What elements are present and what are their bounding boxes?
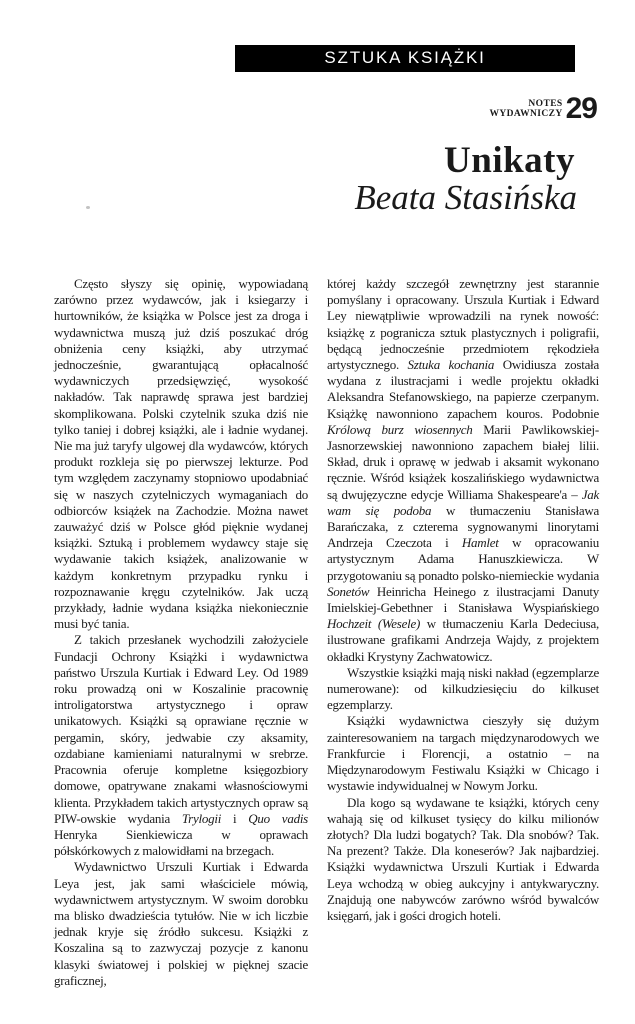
article-column-left [54, 276, 308, 989]
text-segment: Z takich przesłanek wychodzili założyciele Fundacji Ochrony Książki i wydawnictwa państwo Urszula Kurtiak i Edward Ley. Od 1989 roku prowadzą oni w Koszalinie pracownię introligatorstwa artystycznego i opraw unikatowych. Książki są oprawiane ręcznie w pergamin, skóry, jedwabie czy aksamity, ozdabiane kamieniami naturalnymi w srebrze. Pracownia oferuje kompletne księgozbiory domowe, opatrywane znakami własnościowymi klienta. Przykładem takich artystycznych opraw są PIW-owskie wydania [54, 632, 308, 826]
paragraph [327, 276, 599, 665]
issue-number: 29 [565, 92, 597, 125]
article-author: Beata Stasińska [354, 178, 577, 217]
masthead-line2: WYDAWNICZY [489, 109, 563, 119]
article-body [54, 276, 599, 989]
masthead-name [489, 99, 562, 122]
text-segment: Książki wydawnictwa cieszyły się dużym zainteresowaniem na targach międzynarodowych we Frankfurcie i Florencji, a ostatnio – na Międzynarodowym Festiwalu Książki w Chicago i wystawie indywidualnej w Nowym Jorku. [327, 713, 599, 794]
text-segment: Wydawnictwo Urszuli Kurtiak i Edwarda Leya jest, jak sami właściciele mówią, wydawnictwem artystycznym. W swoim dorobku ma blisko dwadzieścia tytułów. Nie w ich liczbie jednak kryje się źródło sukcesu. Książki z Koszalina są to zazwyczaj pozycje z kanonu klasyki światowej i polskiej w pięknej szacie graficznej, [54, 859, 308, 988]
text-segment: w tłumaczeniu Stanisława Barańczaka, z czterema sygnowanymi linorytami Andrzeja Czeczota i [327, 502, 600, 551]
text-segment: Henryka Sienkiewicza w oprawach półskórkowych z malowidłami na brzegach. [54, 826, 308, 859]
text-segment: w opracowaniu artystycznym Adama Hanuszkiewicza. W przygotowaniu są ponadto polsko-niemieckie wydania [327, 535, 600, 583]
text-segment: Marii Pawlikowskiej-Jasnorzewskiej nawonniono zapachem białej lilii. Skład, druk i oprawę w jedwab i aksamit wykonano ręcznie. Wśród książek koszalińskiego wydawnictwa są dwujęzyczne edycje Williama Shakespeare'a – [327, 421, 599, 502]
text-segment: w tłumaczeniu Karla Dedeciusa, ilustrowane grafikami Andrzeja Wajdy, z projektem okładki Krystyny Zachwatowicz. [327, 616, 599, 664]
text-segment: Heinricha Heinego z ilustracjami Danuty Imielskiej-Gebethner i Stanisława Wyspiańskiego [327, 583, 599, 616]
article-column-right [327, 276, 599, 989]
italic-text-segment: Hamlet [461, 535, 499, 551]
italic-text-segment: Sztuka kochania [407, 357, 495, 373]
paragraph [327, 713, 599, 794]
text-segment: Wszystkie książki mają niski nakład (egzemplarze numerowane): od kilkudziesięciu do kilkuset egzemplarzy. [327, 664, 599, 713]
paragraph [327, 795, 599, 925]
paragraph [54, 859, 308, 989]
paragraph [54, 632, 308, 859]
text-segment: Często słyszy się opinię, wypowiadaną zarówno przez wydawców, jak i ksiegarzy i hurtowników, że książka w Polsce jest za droga i wydawnictwa muszą już dziś poszukać dróg obniżenia ceny książki, aby utrzymać jednocześnie, gwarantującą opłacalność wydawniczych przedsięwzięć, wysokość nakładów. Tak naprawdę sprawa jest bardziej skomplikowana. Polski czytelnik szuka dziś nie tylko taniej i dobrej książki, ale i ładnie wydanej. Nie ma już taryfy ulgowej dla wydawców, których produkt rozkleja się po pierwszej lekturze. Pod tym względem zaczynamy stopniowo upodabniać się w naszych czytelniczych wymaganiach do odbiorców książek na Zachodzie. Można nawet zauważyć dziś w Polsce głód pięknie wydanej książki. Sztuką i problemem wydawcy staje się wydawanie takich książek, analizowanie w każdym konkretnym przypadku rynku i rozpoznawanie kręgu czytelników. Jak uczą przykłady, ładnie wydana książka niekoniecznie musi być tania. [54, 276, 308, 632]
italic-text-segment: Królową burz wiosennych [327, 421, 473, 437]
italic-text-segment: Quo vadis [248, 810, 308, 826]
text-segment: Dla kogo są wydawane te książki, których ceny wahają się od kilkuset tysięcy do kilku milionów złotych? Dla ludzi bogatych? Tak. Dla snobów? Tak. Na prezent? Także. Dla koneserów? Jak najbardziej. Książki wydawnictwa Urszuli Kurtiak i Edwarda Leya wchodzą w obieg aukcyjny i antykwaryczny. Znajdują one nabywców zarówno wśród bywalców księgarń, jak i gości drogich hoteli. [327, 794, 599, 923]
italic-text-segment: Hochzeit (Wesele) [327, 616, 421, 632]
article-title: Unikaty [444, 140, 575, 181]
paragraph [327, 665, 599, 714]
scan-artifact-dot [86, 206, 90, 209]
masthead [489, 92, 597, 125]
italic-text-segment: Sonetów [327, 583, 370, 599]
text-segment: i [221, 810, 249, 826]
italic-text-segment: Trylogii [181, 810, 222, 826]
italic-text-segment: Jak wam się podoba [327, 486, 599, 518]
section-title: SZTUKA KSIĄŻKI [324, 47, 486, 67]
paragraph [54, 276, 308, 632]
text-segment: Owidiusza została wydana z ilustracjami i wedle projektu okładki Aleksandra Stefanowskiego, na papierze czerpanym. Książkę nawonniono zapachem kouros. Podobnie [327, 357, 599, 421]
text-segment: której każdy szczegół zewnętrzny jest starannie pomyślany i opracowany. Urszula Kurtiak i Edward Ley niewątpliwie wprowadzili na rynek nowość: książkę z pogranicza sztuk plastycznych i poligrafii, będącą jednocześnie przedmiotem rękodzieła artystycznego. [327, 276, 599, 373]
masthead-line1: NOTES [528, 99, 563, 109]
section-header-bar [235, 45, 575, 72]
